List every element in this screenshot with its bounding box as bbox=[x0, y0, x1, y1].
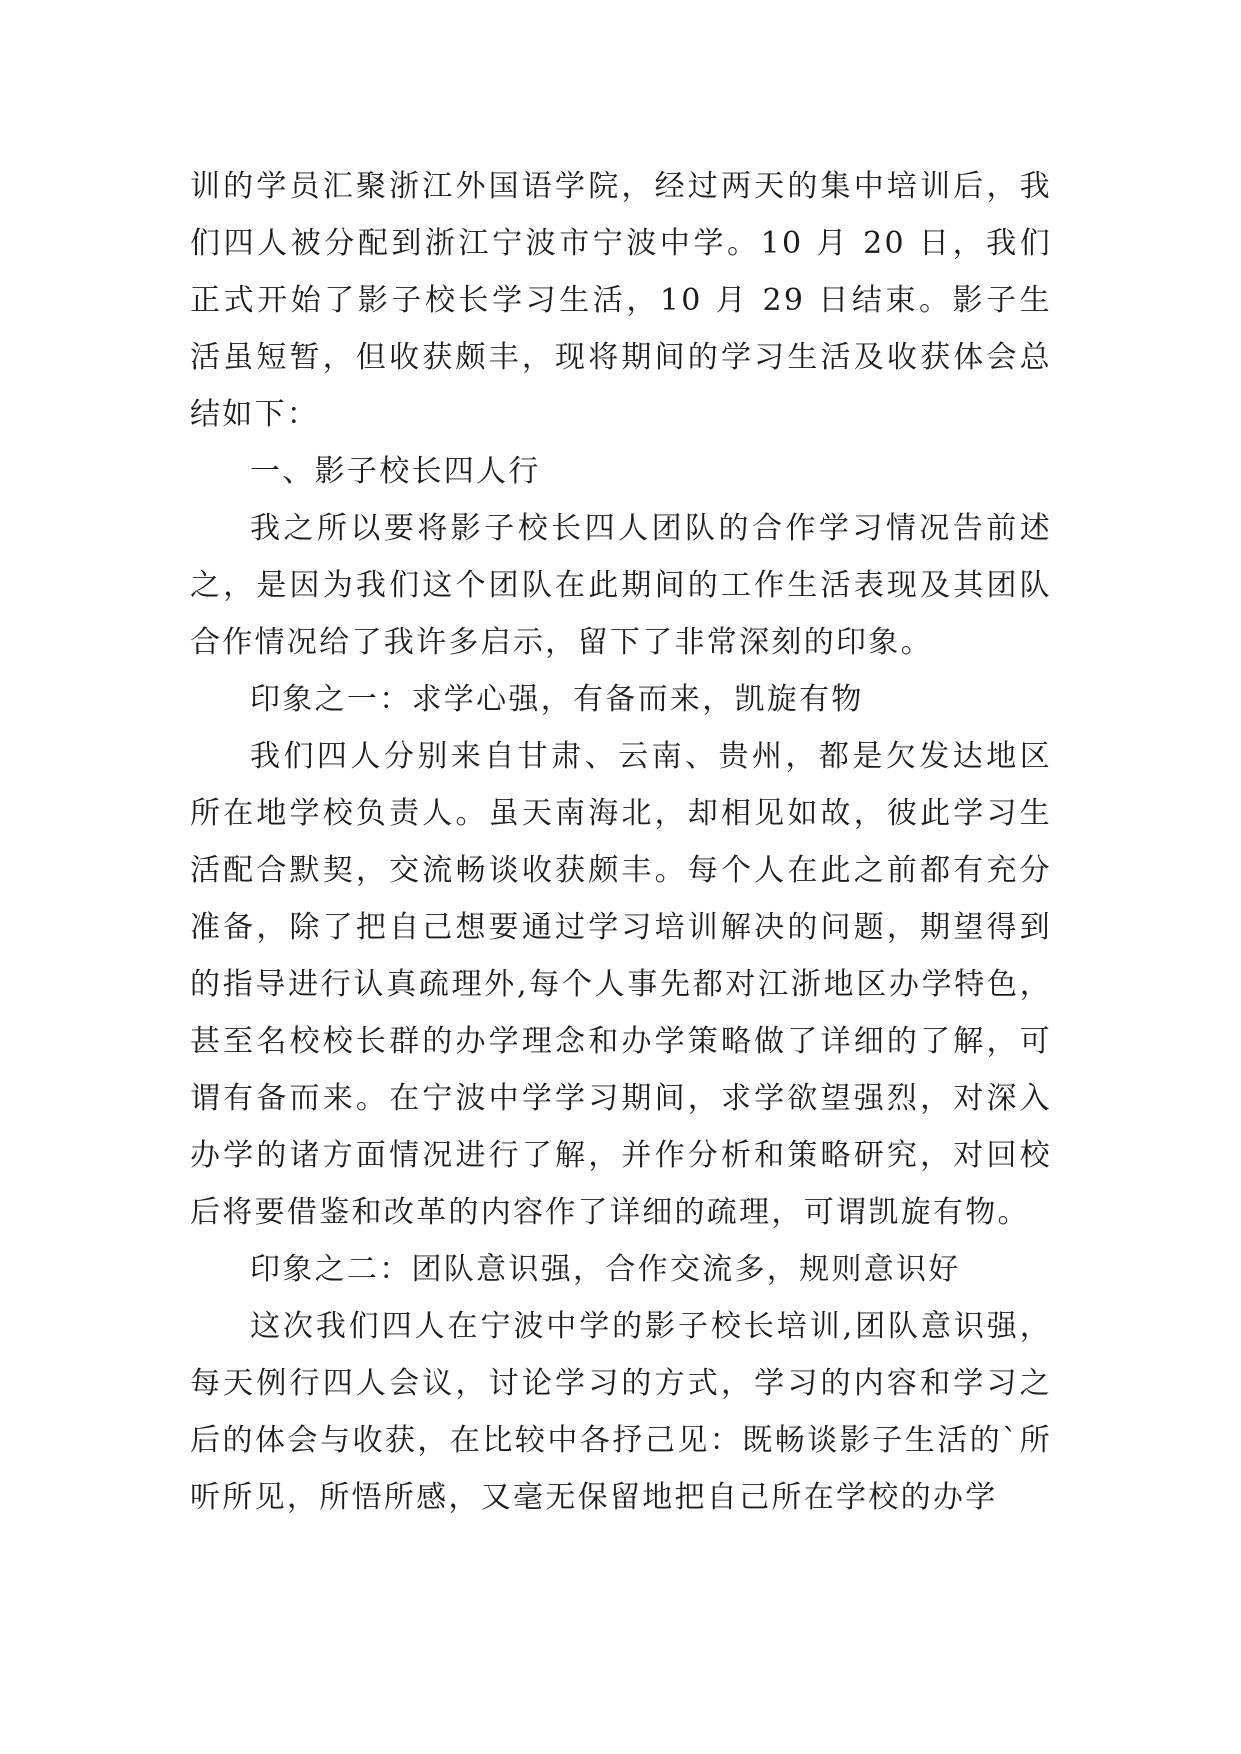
paragraph-impression-one: 我们四人分别来自甘肃、云南、贵州，都是欠发达地区所在地学校负责人。虽天南海北，却相见如故，彼此学习生活配合默契，交流畅谈收获颇丰。每个人在此之前都有充分准备，除了把自己想要通过学习培训解决的问题，期望得到的指导进行认真疏理外,每个人事先都对江浙地区办学特色，甚至名校校长群的办学理念和办学策略做了详细的了解，可谓有备而来。在宁波中学学习期间，求学欲望强烈，对深入办学的诸方面情况进行了解，并作分析和策略研究，对回校后将要借鉴和改革的内容作了详细的疏理，可谓凯旋有物。 bbox=[190, 739, 1052, 1230]
subheading-impression-two: 印象之二：团队意识强，合作交流多，规则意识好 bbox=[250, 1252, 961, 1287]
paragraph-intro-continued: 训的学员汇聚浙江外国语学院，经过两天的集中培训后，我们四人被分配到浙江宁波市宁波中学。10 月 20 日，我们正式开始了影子校长学习生活，10 月 29 日结束。影子生活虽短暂，但收获颇丰，现将期间的学习生活及收获体会总结如下： bbox=[190, 169, 1052, 432]
paragraph-team-intro: 我之所以要将影子校长四人团队的合作学习情况告前述之，是因为我们这个团队在此期间的工作生活表现及其团队合作情况给了我许多启示，留下了非常深刻的印象。 bbox=[190, 511, 1052, 660]
paragraph-impression-two: 这次我们四人在宁波中学的影子校长培训,团队意识强，每天例行四人会议，讨论学习的方式，学习的内容和学习之后的体会与收获，在比较中各抒己见：既畅谈影子生活的`所听所见，所悟所感，又毫无保留地把自己所在学校的办学 bbox=[190, 1309, 1052, 1515]
section-heading-shadow-principals: 一、影子校长四人行 bbox=[250, 454, 541, 489]
subheading-impression-one: 印象之一：求学心强，有备而来，凯旋有物 bbox=[250, 682, 864, 717]
document-body bbox=[190, 158, 1052, 1526]
